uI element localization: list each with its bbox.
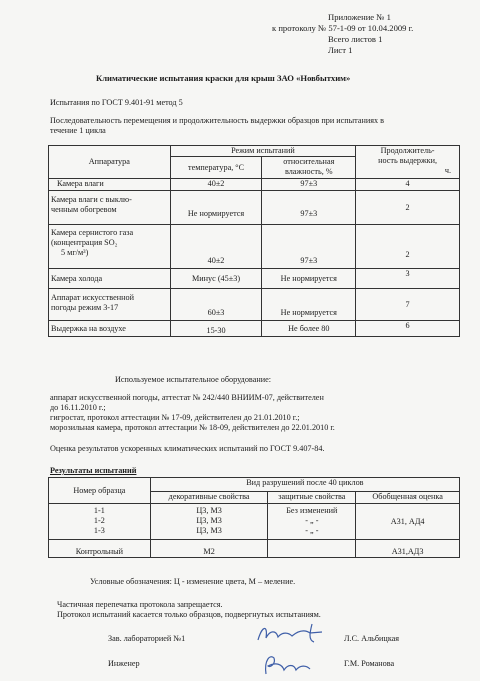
header-temperature: температура, °С (170, 157, 262, 179)
table-row (49, 179, 460, 191)
table-row (49, 540, 460, 558)
header-protective: защитные свойства (268, 492, 356, 504)
humidity-cell: 97±3 (262, 179, 356, 191)
decorative-cell (150, 504, 268, 540)
header-humidity-line2: влажность, % (284, 167, 333, 176)
table-row (49, 321, 460, 337)
protective-value: - „ - (305, 516, 319, 525)
header-duration (356, 146, 460, 179)
apparatus-line: (концентрация SO₂ (51, 238, 118, 247)
table-row (49, 504, 460, 540)
apparatus-line: Камера сернистого газа (51, 228, 134, 237)
table-row (49, 225, 460, 269)
header-damage: Вид разрушений после 40 циклов (150, 478, 459, 492)
signature-mark (252, 620, 332, 646)
equipment-line: аппарат искусственной погоды, аттестат № 242/440 ВНИИМ-07, действителен (50, 393, 324, 402)
test-mode-table (48, 145, 460, 337)
apparatus-cell (49, 179, 171, 191)
sample-id: 1-3 (93, 526, 105, 535)
sample-id: 1-1 (93, 506, 105, 515)
header-test-mode: Режим испытаний (170, 146, 356, 157)
results-heading: Результаты испытаний (50, 466, 137, 475)
header-duration-line2: ность выдержки, (378, 156, 438, 165)
apparatus-line: Камера влаги (57, 179, 104, 188)
protective-value: Без изменений (286, 506, 338, 515)
sheet-number: Лист 1 (328, 45, 353, 55)
apparatus-line: ченным обогревом (51, 205, 117, 214)
decorative-value: Ц3, М3 (196, 526, 222, 535)
results-table (48, 477, 460, 558)
table-row (49, 289, 460, 321)
equipment-line: до 16.11.2010 г.; (50, 403, 106, 412)
humidity-cell: 97±3 (262, 191, 356, 225)
table-row (49, 191, 460, 225)
apparatus-line: погоды режим 3-17 (51, 303, 119, 312)
equipment-heading: Используемое испытательное оборудование: (115, 375, 271, 384)
temp-cell: 40±2 (170, 225, 262, 269)
header-decorative: декоративные свойства (150, 492, 268, 504)
sample-cell (49, 504, 151, 540)
appendix-label: Приложение № 1 (328, 12, 391, 22)
decorative-value: Ц3, М3 (196, 506, 222, 515)
header-humidity-line1: относительная (283, 157, 335, 166)
hours-cell: 3 (356, 269, 460, 289)
header-duration-line3: ч. (444, 166, 451, 175)
sample-cell: Контрольный (49, 540, 151, 558)
assessment-standard: Оценка результатов ускоренных климатических испытаний по ГОСТ 9.407-84. (50, 444, 325, 453)
apparatus-line: Камера влаги с выклю- (51, 195, 132, 204)
temp-cell: 40±2 (170, 179, 262, 191)
protective-value: - „ - (305, 526, 319, 535)
protocol-reference: к протоколу № 57-1-09 от 10.04.2009 г. (272, 23, 414, 33)
sequence-intro: Последовательность перемещения и продолжительность выдержки образцов при испытаниях в (50, 116, 384, 125)
hours-cell: 2 (356, 225, 460, 269)
sequence-intro-cont: течение 1 цикла (50, 126, 106, 135)
apparatus-cell (49, 191, 171, 225)
protective-cell (268, 540, 356, 558)
scope-note: Протокол испытаний касается только образцов, подвергнутых испытаниям. (57, 610, 321, 619)
temp-cell: 15-30 (170, 321, 262, 337)
apparatus-line: 5 мг/м³) (61, 248, 89, 257)
decorative-value: Ц3, М3 (196, 516, 222, 525)
sample-id: 1-2 (93, 516, 105, 525)
decorative-cell: М2 (150, 540, 268, 558)
apparatus-cell (49, 289, 171, 321)
protective-cell (268, 504, 356, 540)
humidity-cell: Не более 80 (262, 321, 356, 337)
overall-cell: А31, АД4 (356, 504, 460, 540)
apparatus-line: Аппарат искусственной (51, 293, 134, 302)
humidity-cell: Не нормируется (262, 289, 356, 321)
total-sheets: Всего листов 1 (328, 34, 383, 44)
equipment-line: гигростат, протокол аттестации № 17-09, действителен до 21.01.2010 г.; (50, 413, 300, 422)
signatory-role: Инженер (108, 659, 140, 668)
header-apparatus: Аппаратура (49, 146, 171, 179)
header-humidity (262, 157, 356, 179)
hours-cell: 2 (356, 191, 460, 225)
signatory-role: Зав. лабораторией №1 (108, 634, 186, 643)
overall-cell: А31,АД3 (356, 540, 460, 558)
temp-cell: Минус (45±3) (170, 269, 262, 289)
test-method: Испытания по ГОСТ 9.401-91 метод 5 (50, 98, 183, 107)
equipment-line: морозильная камера, протокол аттестации № 18-09, действителен до 22.01.2010 г. (50, 423, 335, 432)
hours-cell: 4 (356, 179, 460, 191)
table-row (49, 269, 460, 289)
reprint-note: Частичная перепечатка протокола запрещается. (57, 600, 223, 609)
signatory-name: Л.С. Альбицкая (344, 634, 400, 643)
apparatus-line: Выдержка на воздухе (51, 323, 126, 333)
hours-cell: 6 (356, 321, 460, 337)
header-duration-line1: Продолжитель- (380, 146, 435, 155)
legend: Условные обозначения: Ц - изменение цвета, М – меление. (90, 577, 296, 586)
header-overall: Обобщенная оценка (356, 492, 460, 504)
temp-cell: Не нормируется (170, 191, 262, 225)
signatory-name: Г.М. Романова (344, 659, 395, 668)
apparatus-cell (49, 321, 171, 337)
apparatus-cell (49, 269, 171, 289)
apparatus-line: Камера холода (51, 273, 103, 283)
humidity-cell: 97±3 (262, 225, 356, 269)
document-title: Климатические испытания краски для крыш ЗАО «Новбытхим» (96, 73, 351, 83)
temp-cell: 60±3 (170, 289, 262, 321)
apparatus-cell (49, 225, 171, 269)
header-sample: Номер образца (49, 478, 151, 504)
signature-mark (258, 650, 322, 678)
humidity-cell: Не нормируется (262, 269, 356, 289)
hours-cell: 7 (356, 289, 460, 321)
